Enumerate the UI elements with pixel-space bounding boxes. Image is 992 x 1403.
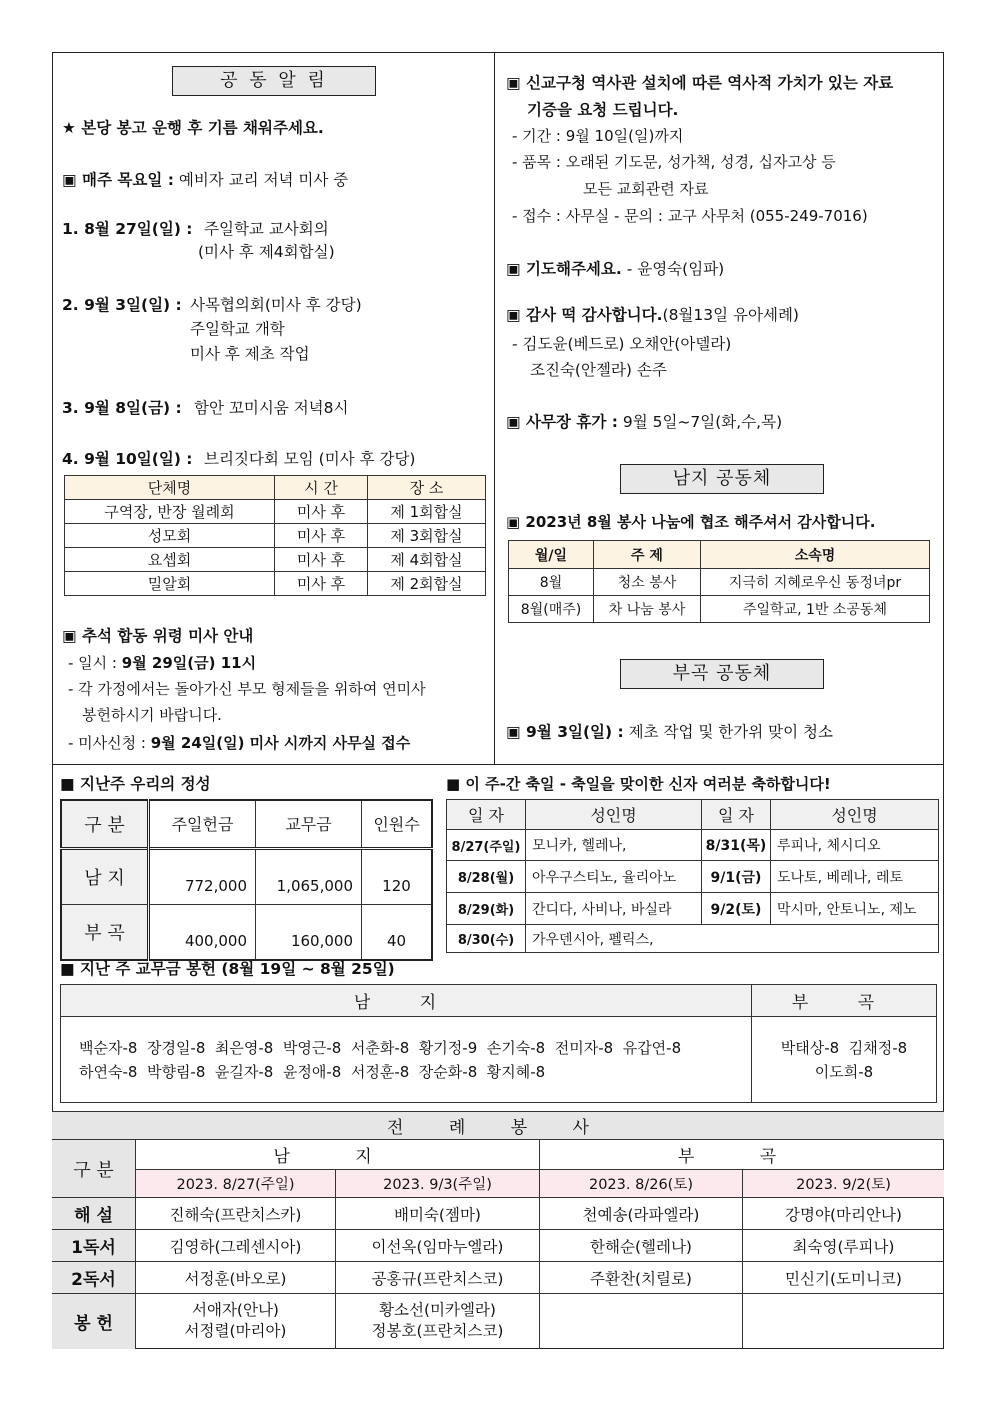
item1-label: 1. 8월 27일(일) : (62, 220, 193, 238)
feast-saint: 가우덴시아, 펠릭스, (526, 925, 939, 953)
liturgy-role: 1독서 (52, 1230, 136, 1262)
table-row (52, 1262, 944, 1294)
liturgy-title: 전 례 봉 사 (52, 1112, 944, 1140)
thanks-text: (8월13일 유아세례) (662, 306, 799, 324)
dues-bugok-line2: 이도희-8 (814, 1062, 874, 1081)
offering-cell: 120 (362, 848, 433, 904)
table-row (447, 861, 939, 893)
prayer-text: - 윤영숙(임파) (626, 260, 725, 278)
liturgy-cell: 김영하(그레센시아) (136, 1230, 336, 1262)
table-row (447, 830, 939, 861)
liturgy-cell: 강명야(마리안나) (743, 1198, 945, 1230)
offering-title: ■ 지난주 우리의 정성 (60, 775, 211, 793)
feast-table (446, 799, 939, 953)
table-row (61, 904, 432, 960)
chuseok-date-label: - 일시 : (68, 654, 117, 672)
table-row (447, 925, 939, 953)
feast-saint: 루피나, 체시디오 (771, 830, 939, 861)
table-row (61, 848, 432, 904)
liturgy-namji: 남 지 (136, 1140, 540, 1170)
feast-header-date: 일 자 (447, 800, 526, 830)
liturgy-date: 2023. 9/3(주일) (336, 1170, 540, 1198)
liturgy-offer-empty (743, 1294, 945, 1349)
thursday-label: ▣ 매주 목요일 : (62, 171, 174, 189)
meeting-cell: 요셉회 (65, 548, 275, 572)
dues-namji-line2: 하연숙-8 박향림-8 윤길자-8 윤정애-8 서정훈-8 장순화-8 황지혜-8 (79, 1062, 546, 1081)
offering-cell: 772,000 (149, 848, 256, 904)
offering-row-label: 남 지 (61, 848, 149, 904)
meeting-table (64, 475, 486, 596)
liturgy-cell: 한해순(헬레나) (540, 1230, 743, 1262)
offering-table (60, 799, 433, 961)
dues-bugok-head: 부 곡 (752, 985, 937, 1017)
chuseok-line3: 봉헌하시기 바랍니다. (82, 706, 222, 724)
chuseok-date (68, 654, 256, 672)
item2-line1: 사목협의회(미사 후 강당) (190, 296, 362, 314)
offering-cell: 40 (362, 904, 433, 960)
meeting-cell: 성모회 (65, 524, 275, 548)
thanks-label: ▣ 감사 떡 감사합니다. (506, 306, 663, 324)
dues-namji-names (61, 1017, 752, 1103)
service-cell: 지극히 지혜로우신 동정녀pr (701, 569, 930, 596)
dues-title: ■ 지난 주 교무금 봉헌 (8월 19일 ~ 8월 25일) (60, 960, 395, 978)
namji-note: ▣ 2023년 8월 봉사 나눔에 협조 해주셔서 감사합니다. (506, 513, 876, 531)
table-row (65, 572, 486, 596)
table-row (65, 524, 486, 548)
service-cell: 주일학교, 1반 소공동체 (701, 596, 930, 623)
bugok-notice (506, 723, 833, 742)
thursday-text: 예비자 교리 저녁 미사 중 (178, 171, 349, 189)
offering-header-category: 구 분 (61, 800, 149, 848)
liturgy-offer-empty (540, 1294, 743, 1349)
liturgy-date: 2023. 8/26(토) (540, 1170, 743, 1198)
item2-line2: 주일학교 개학 (190, 320, 285, 338)
service-header-group: 소속명 (701, 541, 930, 569)
service-header-topic: 주 제 (594, 541, 701, 569)
offering-row-label: 부 곡 (61, 904, 149, 960)
meeting-cell: 제 2회합실 (368, 572, 486, 596)
service-cell: 8월 (509, 569, 594, 596)
liturgy-role: 2독서 (52, 1262, 136, 1294)
item3-text: 함안 꼬미시움 저녁8시 (194, 399, 349, 417)
item2-label: 2. 9월 3일(일) : (62, 296, 182, 314)
feast-date: 8/31(목) (702, 830, 771, 861)
chuseok-line2: - 각 가정에서는 돌아가신 부모 형제들을 위하여 연미사 (68, 680, 426, 698)
feast-saint: 간디다, 사비나, 바실라 (526, 893, 702, 925)
archive-line1: ▣ 신교구청 역사관 설치에 따른 역사적 가치가 있는 자료 (506, 74, 894, 92)
feast-date: 8/30(수) (447, 925, 526, 953)
table-row (52, 1294, 944, 1349)
service-header-date: 월/일 (509, 541, 594, 569)
liturgy-cell: 최숙영(루피나) (743, 1230, 945, 1262)
table-row (52, 1230, 944, 1262)
item2-line3: 미사 후 제초 작업 (190, 345, 310, 363)
liturgy-date: 2023. 8/27(주일) (136, 1170, 336, 1198)
liturgy-cell: 공홍규(프란치스코) (336, 1262, 540, 1294)
thanks-names2: 조진숙(안젤라) 손주 (530, 361, 667, 379)
dues-namji-line1: 백순자-8 장경일-8 최은영-8 박영근-8 서춘화-8 황기정-9 손기숙-8 전미자-8 유갑연-8 (79, 1038, 682, 1057)
offer-name: 서정렬(마리아) (184, 1322, 287, 1341)
thanks-names1: - 김도윤(베드로) 오채안(아델라) (512, 335, 732, 353)
bugok-label: ▣ 9월 3일(일) : (506, 723, 624, 741)
prayer-label: ▣ 기도해주세요. (506, 260, 622, 278)
offering-header-sunday: 주일헌금 (149, 800, 256, 848)
meeting-cell: 미사 후 (275, 572, 368, 596)
dues-bugok-names (752, 1017, 937, 1103)
offer-name: 정봉호(프란치스코) (371, 1322, 504, 1341)
feast-header-saint2: 성인명 (771, 800, 939, 830)
archive-contact: - 접수 : 사무실 - 문의 : 교구 사무처 (055-249-7016) (512, 207, 868, 225)
meeting-header-group: 단체명 (65, 476, 275, 500)
offer-name: 황소선(미카엘라) (379, 1301, 496, 1320)
car-note: ★ 본당 봉고 운행 후 기름 채워주세요. (62, 119, 324, 137)
table-row (509, 596, 930, 623)
liturgy-role: 봉 헌 (52, 1294, 136, 1349)
liturgy-cell: 진해숙(프란치스카) (136, 1198, 336, 1230)
liturgy-gubun: 구 분 (52, 1140, 136, 1198)
feast-title: ■ 이 주-간 축일 - 축일을 맞이한 신자 여러분 축하합니다! (446, 775, 831, 793)
liturgy-cell: 배미숙(젬마) (336, 1198, 540, 1230)
offering-header-count: 인원수 (362, 800, 433, 848)
meeting-cell: 미사 후 (275, 548, 368, 572)
liturgy-cell: 민신기(도미니코) (743, 1262, 945, 1294)
liturgy-offer-cell1 (136, 1294, 336, 1349)
feast-date: 8/29(화) (447, 893, 526, 925)
office-text: 9월 5일~7일(화,수,목) (622, 413, 783, 431)
feast-date: 9/1(금) (702, 861, 771, 893)
meeting-cell: 구역장, 반장 월례회 (65, 500, 275, 524)
chuseok-apply (68, 734, 410, 752)
liturgy-role: 해 설 (52, 1198, 136, 1230)
chuseok-apply-label: - 미사신청 : (68, 734, 146, 752)
dues-namji-head: 남 지 (61, 985, 752, 1017)
item4-label: 4. 9월 10일(일) : (62, 450, 193, 468)
liturgy-date: 2023. 9/2(토) (743, 1170, 945, 1198)
chuseok-apply-value: 9월 24일(일) 미사 시까지 사무실 접수 (150, 734, 411, 752)
meeting-cell: 미사 후 (275, 524, 368, 548)
table-row (61, 1017, 937, 1103)
liturgy-bugok: 부 곡 (540, 1140, 945, 1170)
offering-cell: 400,000 (149, 904, 256, 960)
feast-saint: 도나토, 베레나, 레토 (771, 861, 939, 893)
dues-table (60, 984, 937, 1103)
archive-items2: 모든 교회관련 자료 (583, 180, 709, 198)
archive-items1: - 품목 : 오래된 기도문, 성가책, 성경, 십자고상 등 (512, 153, 836, 171)
office-label: ▣ 사무장 휴가 : (506, 413, 618, 431)
table-row (447, 893, 939, 925)
feast-date: 8/27(주일) (447, 830, 526, 861)
service-cell: 차 나눔 봉사 (594, 596, 701, 623)
section-divider (52, 764, 944, 765)
meeting-cell: 밀알회 (65, 572, 275, 596)
chuseok-date-value: 9월 29일(금) 11시 (121, 654, 257, 672)
meeting-header-time: 시 간 (275, 476, 368, 500)
office-vacation (506, 413, 782, 432)
feast-header-saint: 성인명 (526, 800, 702, 830)
prayer-request (506, 260, 724, 279)
table-row (65, 500, 486, 524)
meeting-cell: 제 3회합실 (368, 524, 486, 548)
meeting-cell: 제 4회합실 (368, 548, 486, 572)
feast-saint: 막시마, 안토니노, 제노 (771, 893, 939, 925)
item1-line2: (미사 후 제4회합실) (198, 243, 335, 261)
liturgy-offer-cell2 (336, 1294, 540, 1349)
service-cell: 8월(매주) (509, 596, 594, 623)
thursday-notice (62, 171, 348, 190)
meeting-header-place: 장 소 (368, 476, 486, 500)
item1-line1: 주일학교 교사회의 (204, 220, 329, 238)
left-section-title: 공 동 알 림 (172, 66, 376, 96)
offering-header-dues: 교무금 (256, 800, 362, 848)
bugok-community-title: 부곡 공동체 (620, 659, 824, 689)
feast-date: 9/2(토) (702, 893, 771, 925)
column-divider (494, 52, 495, 764)
feast-date: 8/28(월) (447, 861, 526, 893)
thanks-notice (506, 306, 799, 325)
dues-bugok-line1: 박태상-8 김채정-8 (780, 1038, 908, 1057)
feast-header-date2: 일 자 (702, 800, 771, 830)
liturgy-cell: 이선옥(임마누엘라) (336, 1230, 540, 1262)
service-table (508, 540, 930, 623)
offering-cell: 160,000 (256, 904, 362, 960)
feast-saint: 모니카, 헬레나, (526, 830, 702, 861)
item4-text: 브리짓다회 모임 (미사 후 강당) (204, 450, 416, 468)
offering-cell: 1,065,000 (256, 848, 362, 904)
liturgy-cell: 서정훈(바오로) (136, 1262, 336, 1294)
namji-community-title: 남지 공동체 (620, 464, 824, 494)
liturgy-table (52, 1111, 944, 1349)
archive-period: - 기간 : 9월 10일(일)까지 (512, 127, 684, 145)
table-row (52, 1198, 944, 1230)
meeting-cell: 제 1회합실 (368, 500, 486, 524)
archive-line2: 기증을 요청 드립니다. (527, 101, 679, 119)
liturgy-cell: 주환찬(치릴로) (540, 1262, 743, 1294)
meeting-cell: 미사 후 (275, 500, 368, 524)
liturgy-cell: 천예송(라파엘라) (540, 1198, 743, 1230)
item3-label: 3. 9월 8일(금) : (62, 399, 182, 417)
chuseok-title: ▣ 추석 합동 위령 미사 안내 (62, 627, 254, 645)
service-cell: 청소 봉사 (594, 569, 701, 596)
feast-saint: 아우구스티노, 율리아노 (526, 861, 702, 893)
bugok-text: 제초 작업 및 한가위 맞이 청소 (628, 723, 833, 741)
offer-name: 서애자(안나) (192, 1301, 279, 1320)
table-row (509, 569, 930, 596)
table-row (65, 548, 486, 572)
